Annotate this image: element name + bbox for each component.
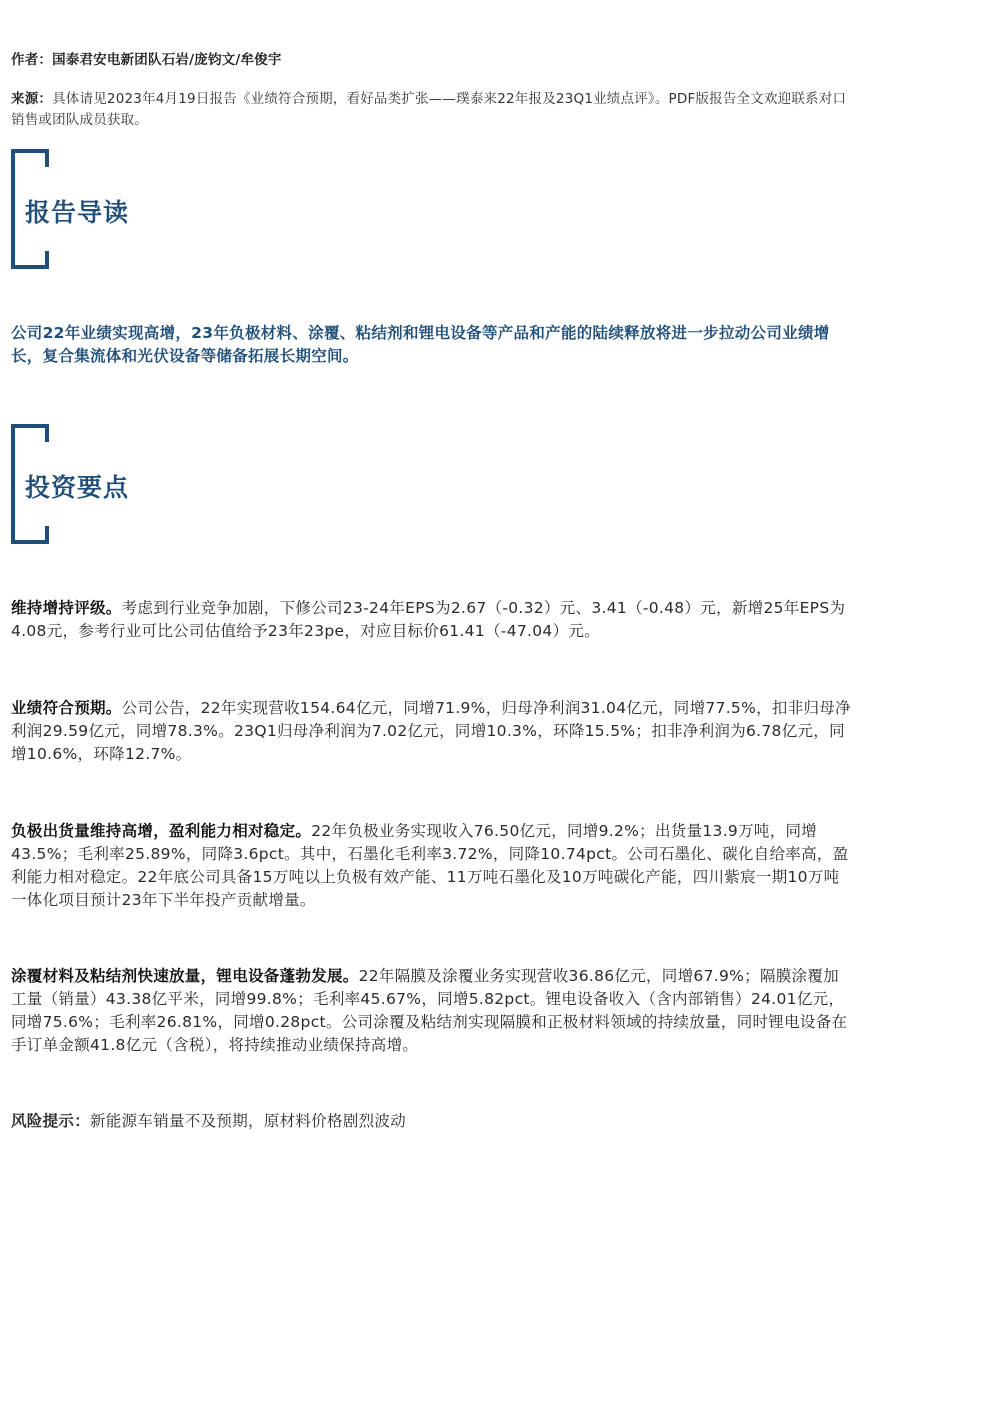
- point-text: 22年负极业务实现收入76.50亿元，同增9.2%；出货量13.9万吨，同增: [311, 822, 818, 840]
- author-line: [11, 50, 981, 70]
- point-text: 公司公告，22年实现营收154.64亿元，同增71.9%，归母净利润31.04亿元，同增77.5%，扣非归母净: [121, 699, 851, 717]
- source-text-1: 具体请见2023年4月19日报告《业绩符合预期，看好品类扩张——璞泰来22年报及23Q1业绩点评》。PDF版报告全文欢迎联系对口: [52, 91, 847, 107]
- point-performance: [11, 697, 983, 766]
- point-text: 同增75.6%；毛利率26.81%，同增0.28pct。公司涂覆及粘结剂实现隔膜和正极材料领域的持续放量，同时锂电设备在: [11, 1013, 848, 1031]
- lead-summary: [11, 322, 961, 368]
- point-text: 考虑到行业竞争加剧，下修公司23-24年EPS为2.67（-0.32）元、3.41（-0.48）元，新增25年EPS为: [121, 599, 846, 617]
- point-text: 利能力相对稳定。22年底公司具备15万吨以上负极有效产能、11万吨石墨化及10万吨碳化产能，四川紫宸一期10万吨: [11, 868, 840, 886]
- section-title-intro: 报告导读: [25, 198, 130, 227]
- point-anode: [11, 820, 983, 912]
- risk-label: 风险提示：: [11, 1112, 91, 1130]
- point-text: 工量（销量）43.38亿平米，同增99.8%；毛利率45.67%，同增5.82pct。锂电设备收入（含内部销售）24.01亿元，: [11, 990, 845, 1008]
- source-label: 来源：: [11, 91, 53, 107]
- point-heading: 涂覆材料及粘结剂快速放量，锂电设备蓬勃发展。: [11, 967, 359, 985]
- lead-line-2: 长，复合集流体和光伏设备等储备拓展长期空间。: [11, 347, 359, 365]
- point-rating: [11, 597, 983, 643]
- point-coating: [11, 965, 983, 1057]
- point-text: 手订单金额41.8亿元（含税），将持续推动业绩保持高增。: [11, 1036, 419, 1054]
- lead-line-1: 公司22年业绩实现高增，23年负极材料、涂覆、粘结剂和锂电设备等产品和产能的陆续释放将进一步拉动公司业绩增: [11, 324, 830, 342]
- source-line-2: 销售或团队成员获取。: [11, 112, 148, 128]
- author-label: 作者：: [11, 52, 53, 68]
- point-heading: 业绩符合预期。: [11, 699, 122, 717]
- author-value: 国泰君安电新团队石岩/庞钧文/牟俊宇: [52, 52, 282, 68]
- point-heading: 维持增持评级。: [11, 599, 122, 617]
- section-title-points: 投资要点: [25, 473, 130, 502]
- point-text: 增10.6%，环降12.7%。: [11, 745, 192, 763]
- point-heading: 负极出货量维持高增，盈利能力相对稳定。: [11, 822, 312, 840]
- point-text: 22年隔膜及涂覆业务实现营收36.86亿元，同增67.9%；隔膜涂覆加: [358, 967, 839, 985]
- point-text: 一体化项目预计23年下半年投产贡献增量。: [11, 891, 316, 909]
- point-text: 4.08元，参考行业可比公司估值给予23年23pe，对应目标价61.41（-47.04）元。: [11, 622, 600, 640]
- point-text: 利润29.59亿元，同增78.3%。23Q1归母净利润为7.02亿元，同增10.3%，环降15.5%；扣非净利润为6.78亿元，同: [11, 722, 845, 740]
- risk-text: 新能源车销量不及预期，原材料价格剧烈波动: [90, 1112, 407, 1130]
- source-line: [11, 89, 981, 109]
- risk-warning: [11, 1110, 406, 1133]
- point-text: 43.5%；毛利率25.89%，同降3.6pct。其中，石墨化毛利率3.72%，同降10.74pct。公司石墨化、碳化自给率高，盈: [11, 845, 849, 863]
